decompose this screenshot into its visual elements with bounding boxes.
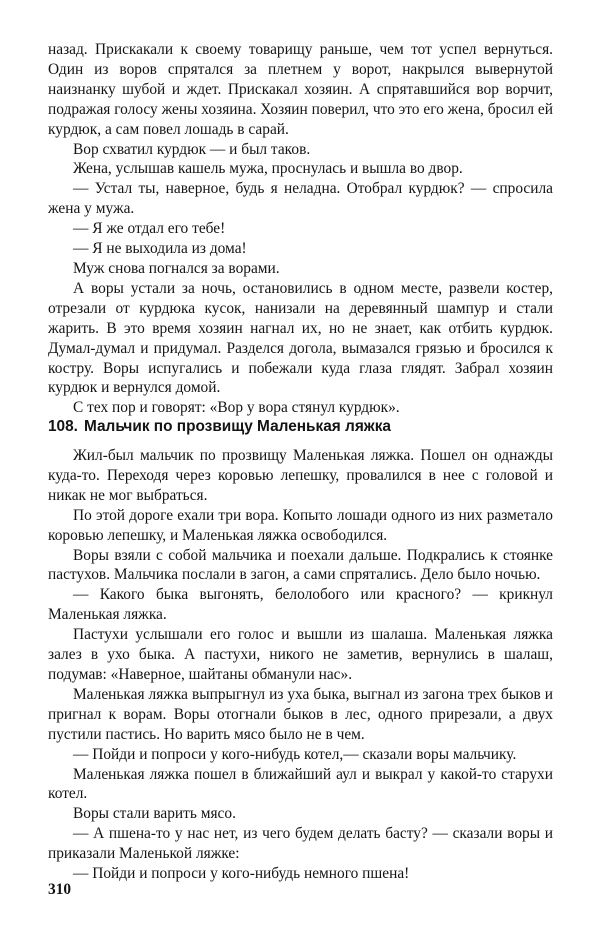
paragraph: Маленькая ляжка выпрыгнул из уха быка, выгнал из загона трех быков и пригнал к ворам. Воры отогнали быков в лес, одного прирезали, а двух пустили пастись. Но варить мясо было не в чем. bbox=[48, 685, 553, 743]
paragraph: С тех пор и говорят: «Вор у вора стянул курдюк». bbox=[73, 399, 400, 417]
page-number: 310 bbox=[48, 881, 72, 898]
paragraph: Воры взяли с собой мальчика и поехали дальше. Подкрались к стоянке пастухов. Мальчика послали в загон, а сами спрятались. Дело было ночью. bbox=[48, 546, 553, 584]
paragraph: — Я же отдал его тебе! bbox=[73, 220, 226, 238]
story-title: Мальчик по прозвищу Маленькая ляжка bbox=[83, 418, 391, 435]
paragraph: Жена, услышав кашель мужа, проснулась и вышла во двор. bbox=[73, 160, 463, 178]
story-heading bbox=[48, 417, 553, 437]
paragraph: Пастухи услышали его голос и вышли из шалаша. Маленькая ляжка залез в ухо быка. А пастухи, никого не заметив, вернулись в шалаш, подумав: «Наверное, шайтаны обманули нас». bbox=[48, 626, 553, 683]
paragraph: Воры стали варить мясо. bbox=[73, 805, 236, 823]
story-number: 108. bbox=[48, 418, 78, 435]
previous-story-ending bbox=[48, 40, 553, 418]
paragraph: По этой дороге ехали три вора. Копыто лошади одного из них разметало коровью лепешку, и Маленькая ляжка освободился. bbox=[48, 506, 553, 544]
paragraph: Жил-был мальчик по прозвищу Маленькая ляжка. Пошел он однажды куда-то. Переходя через коровью лепешку, провалился в нее с головой и никак не мог выбраться. bbox=[48, 447, 553, 504]
story-body bbox=[48, 446, 553, 884]
paragraph: — Пойди и попроси у кого-нибудь немного пшена! bbox=[73, 865, 410, 883]
paragraph: назад. Прискакали к своему товарищу раньше, чем тот успел вернуться. Один из воров спрятался за плетнем у ворот, накрылся вывернутой наизнанку шубой и ждет. Прискакал хозяин. А спрятавшийся вор ворчит, подражая голосу жены хозяина. Хозяин поверил, что это его жена, бросил ей курдюк, а сам повел лошадь в сарай. bbox=[48, 41, 553, 138]
paragraph: Вор схватил курдюк — и был таков. bbox=[73, 140, 311, 158]
paragraph: А воры устали за ночь, остановились в одном месте, развели костер, отрезали от курдюка кусок, нанизали на деревянный шампур и стали жарить. В это время хозяин нагнал их, но не знает, как отбить курдюк. Думал-думал и придумал. Разделся догола, вымазался грязью и бросился к костру. Воры испугались и побежали куда глаза глядят. Забрал хозяин курдюк и вернулся домой. bbox=[48, 279, 553, 397]
paragraph: Муж снова погнался за ворами. bbox=[73, 259, 280, 277]
paragraph: — А пшена-то у нас нет, из чего будем делать басту? — сказали воры и приказали Маленькой ляжке: bbox=[48, 825, 553, 863]
paragraph: — Какого быка выгонять, белолобого или красного? — крикнул Маленькая ляжка. bbox=[48, 586, 553, 624]
paragraph: Маленькая ляжка пошел в ближайший аул и выкрал у какой-то старухи котел. bbox=[48, 765, 553, 803]
paragraph: — Я не выходила из дома! bbox=[73, 240, 247, 258]
paragraph: — Пойди и попроси у кого-нибудь котел,— сказали воры мальчику. bbox=[73, 745, 517, 763]
paragraph: — Устал ты, наверное, будь я неладна. Отобрал курдюк? — спросила жена у мужа. bbox=[48, 180, 553, 218]
